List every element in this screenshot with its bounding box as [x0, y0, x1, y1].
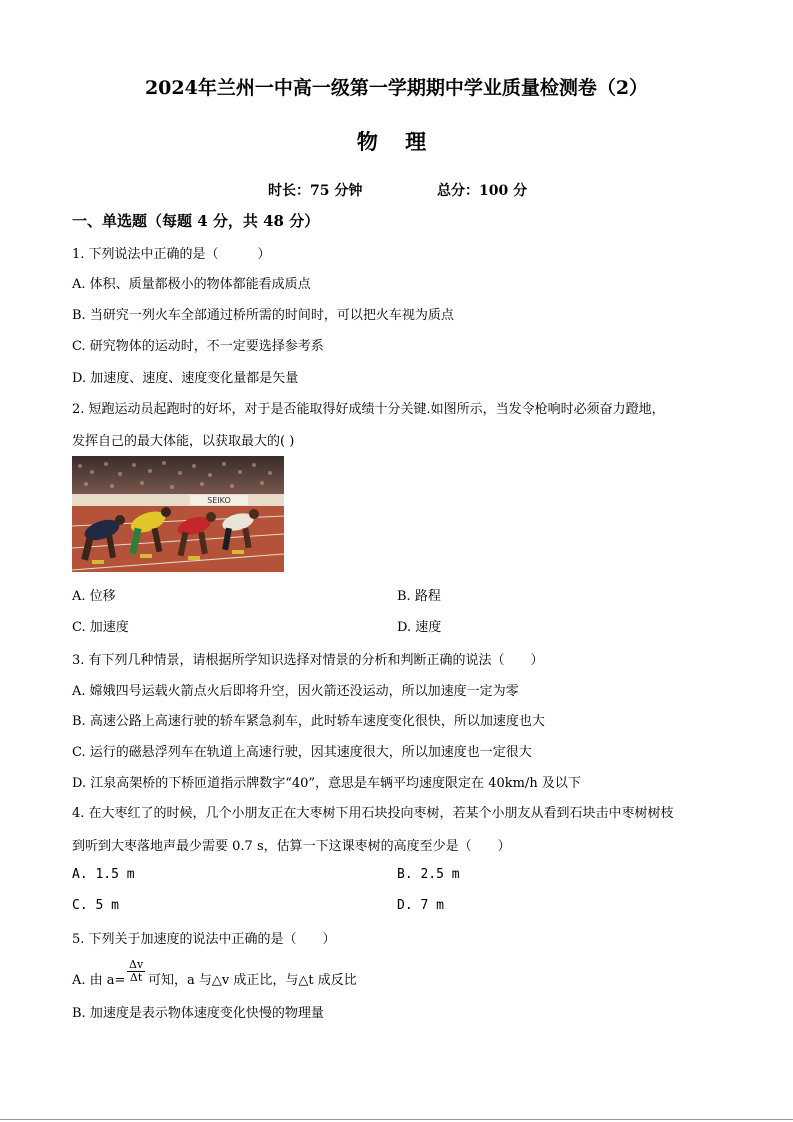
question-1-stem: 1. 下列说法中正确的是（ ） [72, 247, 271, 262]
question-1-option-d: D. 加速度、速度、速度变化量都是矢量 [72, 371, 299, 386]
question-1-option-c: C. 研究物体的运动时，不一定要选择参考系 [72, 339, 324, 354]
billboard-text: SEIKO [207, 496, 231, 505]
sprinters-illustration [72, 456, 284, 572]
question-3-option-c: C. 运行的磁悬浮列车在轨道上高速行驶，因其速度很大，所以加速度也一定很大 [72, 745, 532, 760]
fraction-denominator: Δt [129, 971, 143, 984]
page-bottom-rule [0, 1119, 793, 1120]
question-2-stem-line-2: 发挥自己的最大体能，以获取最大的( ) [72, 434, 295, 449]
question-4-stem-line-2: 到听到大枣落地声最少需要 0.7 s，估算一下这课枣树的高度至少是（ ） [72, 839, 511, 854]
fraction-numerator: Δv [129, 958, 144, 971]
question-3-option-b: B. 高速公路上高速行驶的轿车紧急刹车，此时轿车速度变化很快，所以加速度也大 [72, 714, 545, 729]
question-3-option-d: D. 江泉高架桥的下桥匝道指示牌数字“40”，意思是车辆平均速度限定在 40km/h 及以下 [72, 776, 581, 791]
question-4-option-c: C. 5 m [72, 898, 119, 913]
question-2-option-c: C. 加速度 [72, 620, 129, 635]
question-3-stem: 3. 有下列几种情景，请根据所学知识选择对情景的分析和判断正确的说法（ ） [72, 653, 544, 668]
acceleration-fraction [127, 959, 145, 984]
question-2-option-d: D. 速度 [397, 620, 442, 635]
question-3-option-a: A. 嫦娥四号运载火箭点火后即将升空，因火箭还没运动，所以加速度一定为零 [72, 684, 519, 699]
sprinters-start-photo [72, 456, 284, 572]
question-4-option-a: A. 1.5 m [72, 867, 135, 882]
question-5-option-a-suffix: 可知，a 与△v 成正比，与△t 成反比 [148, 973, 357, 988]
question-4-option-b: B. 2.5 m [397, 867, 460, 882]
question-5-option-b: B. 加速度是表示物体速度变化快慢的物理量 [72, 1006, 324, 1021]
exam-title: 2024年兰州一中高一级第一学期期中学业质量检测卷（2） [144, 77, 649, 99]
question-2-stem-line-1: 2. 短跑运动员起跑时的好坏，对于是否能取得好成绩十分关键.如图所示，当发令枪响时必须奋力蹬地， [72, 402, 665, 417]
exam-total-score: 总分：100 分 [437, 183, 528, 199]
exam-duration: 时长：75 分钟 [268, 183, 363, 199]
section-heading-single-choice: 一、单选题（每题 4 分，共 48 分） [72, 212, 320, 230]
question-5-stem: 5. 下列关于加速度的说法中正确的是（ ） [72, 932, 336, 947]
question-2-option-b: B. 路程 [397, 589, 441, 604]
question-4-stem-line-1: 4. 在大枣红了⁠的时候，几个小朋友正在大枣树下用石块投向枣树，若某个小朋友从看到石块击中枣树树枝 [72, 806, 674, 821]
question-1-option-b: B. 当研究一列火车全部通过桥所需的时间时，可以把火车视为质点 [72, 308, 454, 323]
subject-title: 物 理 [356, 129, 437, 154]
question-5-option-a-prefix: A. 由 a= [72, 973, 126, 988]
question-2-option-a: A. 位移 [72, 589, 116, 604]
question-4-option-d: D. 7 m [397, 898, 444, 913]
question-1-option-a: A. 体积、质量都极小的物体都能看成质点 [72, 277, 311, 292]
